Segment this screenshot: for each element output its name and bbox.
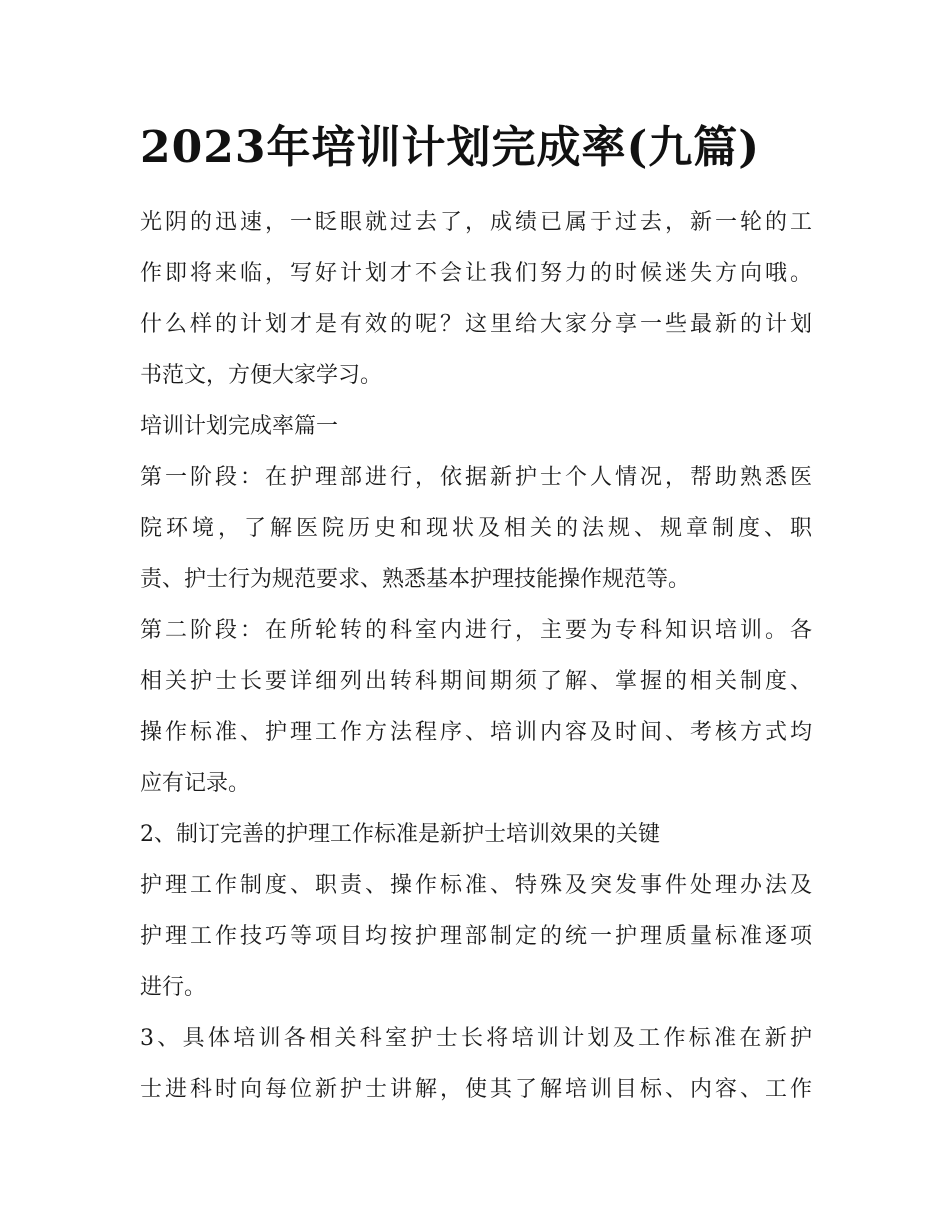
body-line: 士进科时向每位新护士讲解，使其了解培训目标、内容、工作 <box>140 1077 812 1102</box>
body-line: 操作标准、护理工作方法程序、培训内容及时间、考核方式均 <box>140 720 812 745</box>
body-line: 护理工作技巧等项目均按护理部制定的统一护理质量标准逐项 <box>140 924 812 949</box>
body-line: 进行。 <box>140 975 207 1000</box>
body-line: 护理工作制度、职责、操作标准、特殊及突发事件处理办法及 <box>140 873 812 898</box>
body-line: 光阴的迅速，一眨眼就过去了，成绩已属于过去，新一轮的工 <box>140 210 812 235</box>
body-line: 第二阶段：在所轮转的科室内进行，主要为专科知识培训。各 <box>140 618 812 643</box>
body-line: 2、制订完善的护理工作标准是新护士培训效果的关键 <box>140 822 660 847</box>
body-line: 应有记录。 <box>140 771 251 796</box>
body-line: 第一阶段：在护理部进行，依据新护士个人情况，帮助熟悉医 <box>140 465 812 490</box>
body-line: 什么样的计划才是有效的呢？这里给大家分享一些最新的计划 <box>140 312 812 337</box>
body-line: 作即将来临，写好计划才不会让我们努力的时候迷失方向哦。 <box>140 261 812 286</box>
body-line: 院环境，了解医院历史和现状及相关的法规、规章制度、职 <box>140 516 812 541</box>
document-body <box>140 197 812 1115</box>
document-title: 2023年培训计划完成率(九篇) <box>140 122 761 173</box>
body-line: 责、护士行为规范要求、熟悉基本护理技能操作规范等。 <box>140 567 691 592</box>
body-line: 书范文，方便大家学习。 <box>140 363 383 388</box>
body-line: 相关护士长要详细列出转科期间期须了解、掌握的相关制度、 <box>140 669 812 694</box>
section-heading: 培训计划完成率篇一 <box>140 414 339 439</box>
body-line: 3、具体培训各相关科室护士长将培训计划及工作标准在新护 <box>140 1026 812 1051</box>
